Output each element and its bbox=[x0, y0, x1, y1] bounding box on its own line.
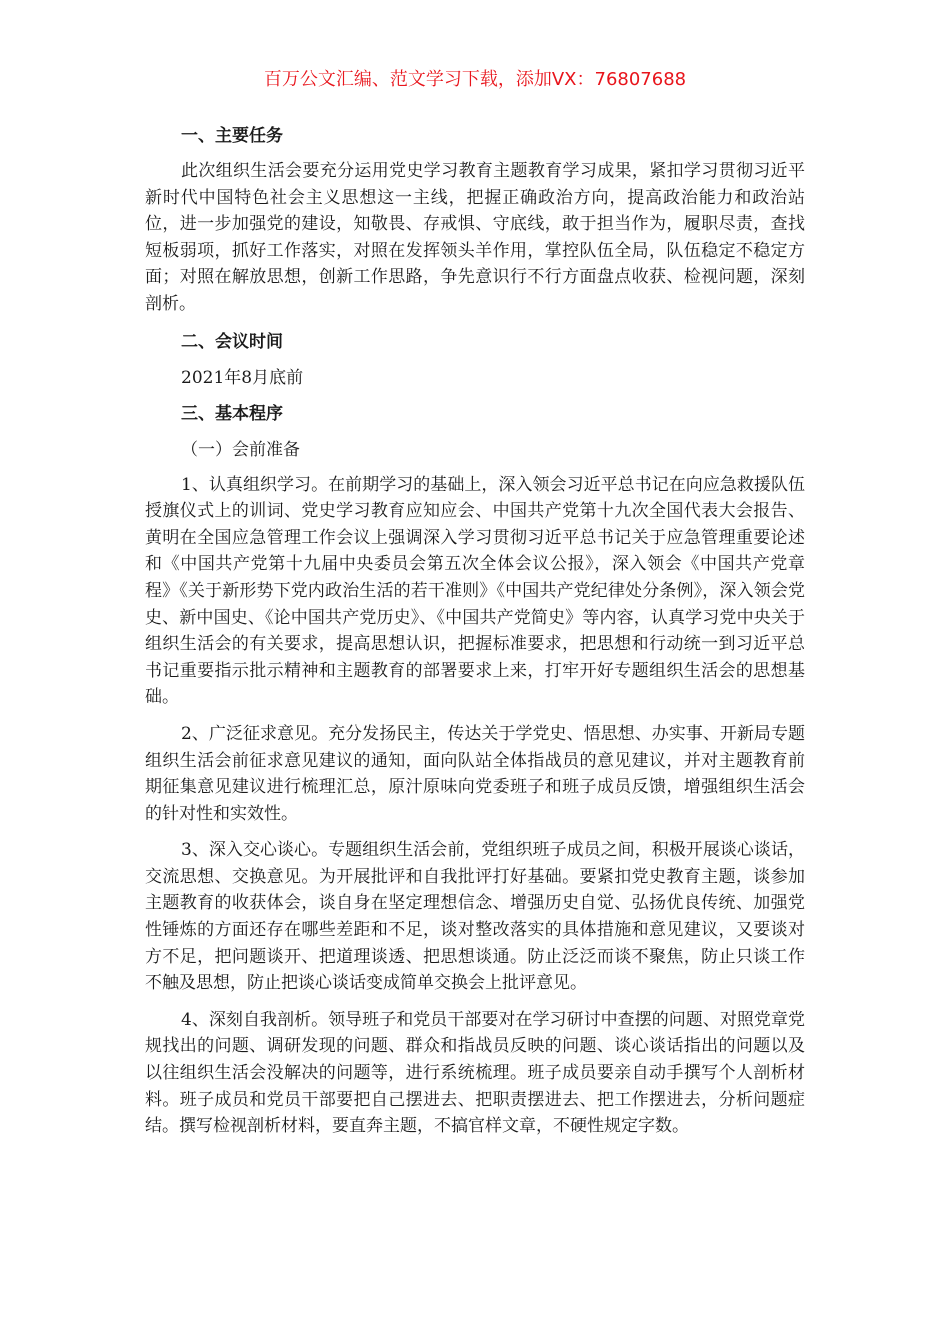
document-body bbox=[145, 122, 805, 1150]
subheading-pre-meeting-preparation: （一）会前准备 bbox=[181, 439, 300, 460]
section-heading-basic-procedure: 三、基本程序 bbox=[181, 403, 283, 424]
paragraph-item-1: 1、认真组织学习。在前期学习的基础上，深入领会习近平总书记在向应急救援队伍授旗仪式上的训词、党史学习教育应知应会、中国共产党第十九次全国代表大会报告、黄明在全国应急管理工作会议上强调深入学习贯彻习近平总书记关于应急管理重要论述和《中国共产党第十九届中央委员会第五次全体会议公报》，深入领会《中国共产党章程》《关于新形势下党内政治生活的若干准则》《中国共产党纪律处分条例》，深入领会党史、新中国史、《论中国共产党历史》、《中国共产党简史》等内容，认真学习党中央关于组织生活会的有关要求，提高思想认识，把握标准要求，把思想和行动统一到习近平总书记重要指示批示精神和主题教育的部署要求上来，打牢开好专题组织生活会的思想基础。 bbox=[145, 474, 805, 708]
section-heading-main-tasks: 一、主要任务 bbox=[181, 126, 283, 146]
paragraph-item-2: 2、广泛征求意见。充分发扬民主，传达关于学党史、悟思想、办实事、开新局专题组织生活会前征求意见建议的通知，面向队站全体指战员的意见建议，并对主题教育前期征集意见建议进行梳理汇总，原汁原味向党委班子和班子成员反馈，增强组织生活会的针对性和实效性。 bbox=[145, 723, 805, 824]
paragraph-item-4: 4、深刻自我剖析。领导班子和党员干部要对在学习研讨中查摆的问题、对照党章党规找出的问题、调研发现的问题、群众和指战员反映的问题、谈心谈话指出的问题以及以往组织生活会没解决的问题等，进行系统梳理。班子成员要亲自动手撰写个人剖析材料。班子成员和党员干部要把自己摆进去、把职责摆进去、把工作摆进去，分析问题症结。撰写检视剖析材料，要直奔主题，不搞官样文章，不硬性规定字数。 bbox=[145, 1009, 805, 1137]
paragraph-item-3: 3、深入交心谈心。专题组织生活会前，党组织班子成员之间，积极开展谈心谈话，交流思想、交换意见。为开展批评和自我批评打好基础。要紧扣党史教育主题，谈参加主题教育的收获体会，谈自身在坚定理想信念、增强历史自觉、弘扬优良传统、加强党性锤炼的方面还存在哪些差距和不足，谈对整改落实的具体措施和意见建议，又要谈对方不足，把问题谈开、把道理谈透、把思想谈通。防止泛泛而谈不聚焦，防止只谈工作不触及思想，防止把谈心谈话变成简单交换会上批评意见。 bbox=[145, 840, 805, 994]
paragraph-meeting-time: 2021年8月底前 bbox=[181, 367, 304, 388]
section-heading-meeting-time: 二、会议时间 bbox=[181, 331, 283, 352]
paragraph-main-tasks: 此次组织生活会要充分运用党史学习教育主题教育学习成果，紧扣学习贯彻习近平新时代中国特色社会主义思想这一主线，把握正确政治方向，提高政治能力和政治站位，进一步加强党的建设，知敬畏、存戒惧、守底线，敢于担当作为，履职尽责，查找短板弱项，抓好工作落实，对照在发挥领头羊作用，掌控队伍全局，队伍稳定不稳定方面；对照在解放思想，创新工作思路，争先意识行不行方面盘点收获、检视问题，深刻剖析。 bbox=[145, 161, 805, 314]
banner-text: 百万公文汇编、范文学习下载，添加VX：76807688 bbox=[263, 69, 687, 90]
